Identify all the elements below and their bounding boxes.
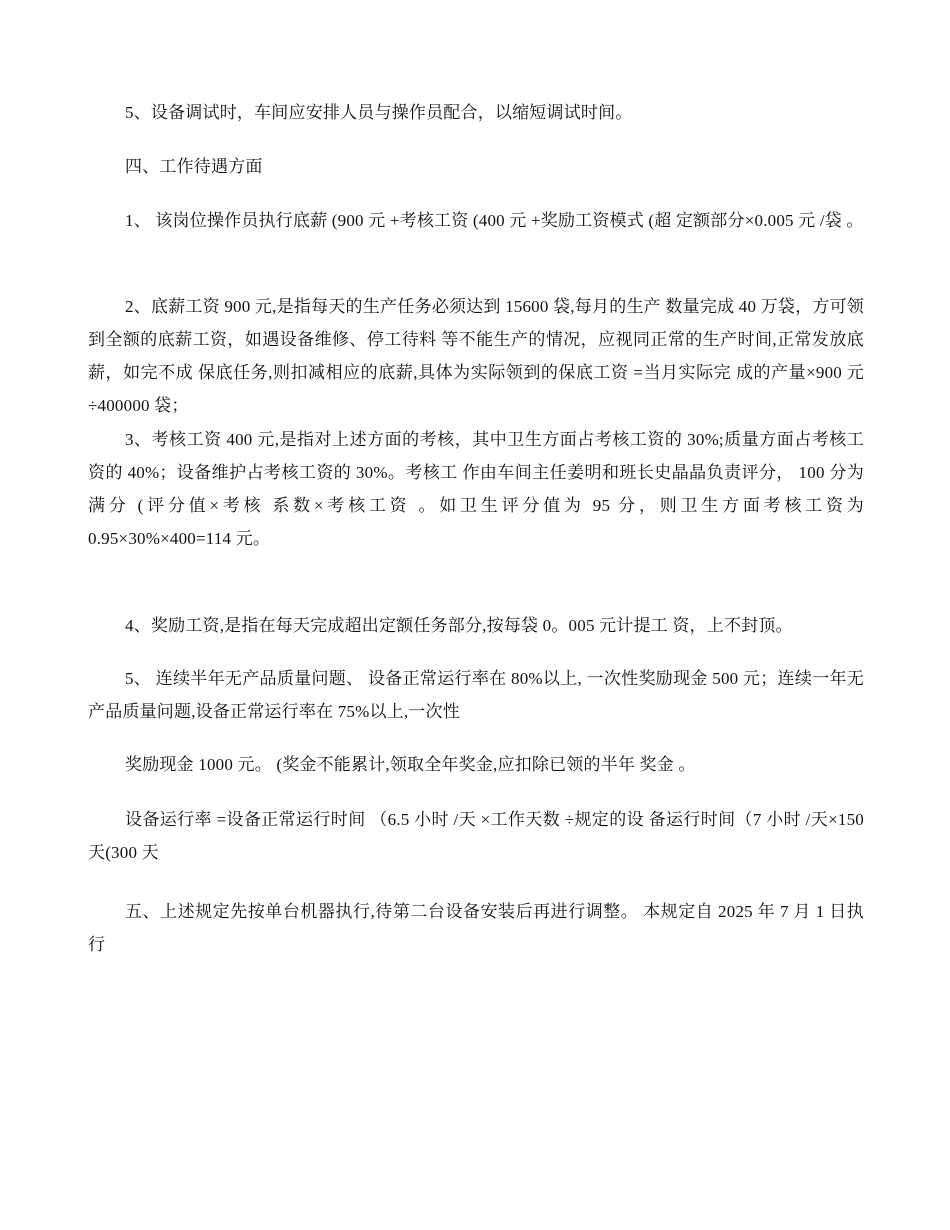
- paragraph-debug-staff: 5、设备调试时，车间应安排人员与操作员配合，以缩短调试时间。: [125, 103, 633, 122]
- paragraph-bonus-salary: 4、奖励工资,是指在每天完成超出定额任务部分,按每袋 0。005 元计提工 资，上不封顶。: [125, 616, 793, 635]
- paragraph-salary-mode: 1、 该岗位操作员执行底薪 (900 元 +考核工资 (400 元 +奖励工资模式 (超 定额部分×0.005 元 /袋 。: [125, 211, 864, 230]
- paragraph-operating-rate: 设备运行率 =设备正常运行时间 （6.5 小时 /天 ×工作天数 ÷规定的设 备运行时间（7 小时 /天×150 天(300 天: [88, 810, 864, 862]
- paragraph-effective-date: 五、上述规定先按单台机器执行,待第二台设备安装后再进行调整。 本规定自 2025 年 7 月 1 日执行: [88, 902, 864, 954]
- paragraph-reward-cash: 奖励现金 1000 元。 (奖金不能累计,领取全年奖金,应扣除已领的半年 奖金 。: [125, 755, 696, 774]
- paragraph-quality-reward: 5、 连续半年无产品质量问题、 设备正常运行率在 80%以上, 一次性奖励现金 500 元；连续一年无产品质量问题,设备正常运行率在 75%以上,一次性: [88, 669, 864, 721]
- paragraph-base-salary: 2、底薪工资 900 元,是指每天的生产任务必须达到 15600 袋,每月的生产 数量完成 40 万袋，方可领到全额的底薪工资，如遇设备维修、停工待料 等不能生产的情况，应视同正常的生产时间,正常发放底薪，如完不成 保底任务,则扣减相应的底薪,具体为实际领到的保底工资 =当月实际完 成的产量×900 元÷400000 袋；: [88, 297, 864, 415]
- paragraph-assessment-salary: 3、考核工资 400 元,是指对上述方面的考核，其中卫生方面占考核工资的 30%;质量方面占考核工资的 40%；设备维护占考核工资的 30%。考核工 作由车间主任姜明和班长史晶晶负责评分， 100 分为满分 (评分值×考核 系数×考核工资 。如卫生评分值为 95 分，则卫生方面考核工资为 0.95×30%×400=114 元。: [88, 430, 864, 548]
- section-heading-benefits: 四、工作待遇方面: [125, 157, 263, 176]
